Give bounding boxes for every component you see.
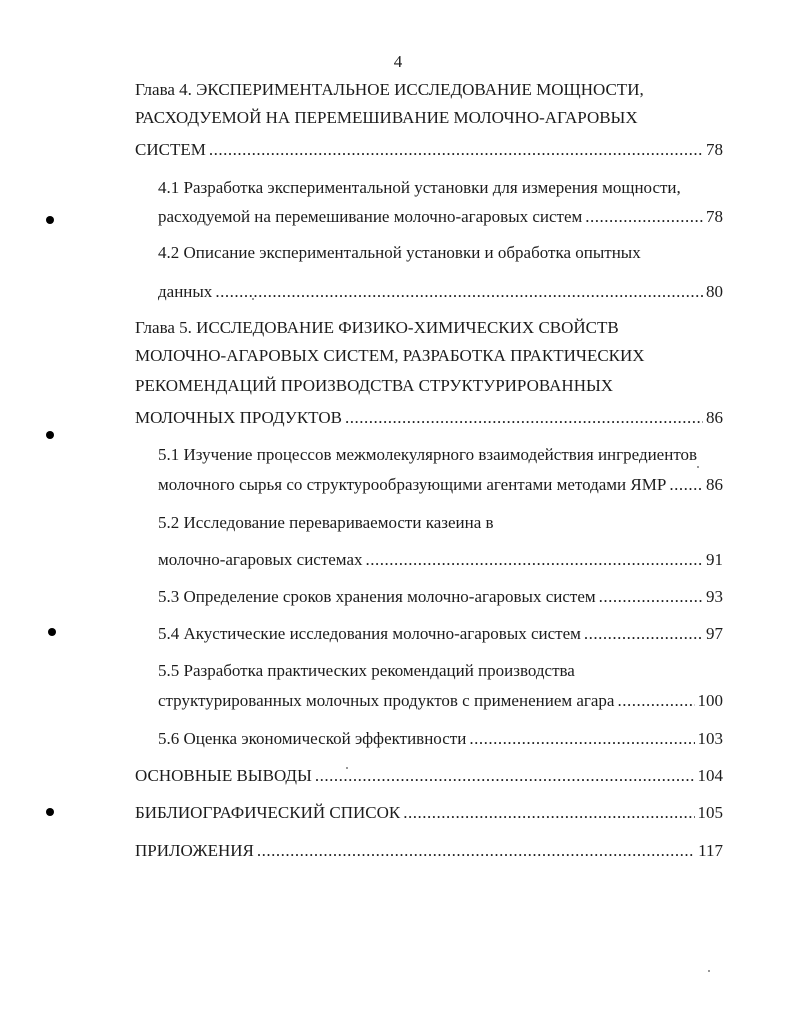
leader-dots	[209, 140, 703, 160]
leader-dots	[345, 408, 703, 428]
toc-page-number: 91	[706, 550, 723, 569]
leader-dots	[617, 691, 694, 711]
page-number: 4	[393, 52, 403, 71]
toc-section-5-3-title: 5.3 Определение сроков хранения молочно-агаровых систем	[158, 587, 596, 606]
punch-hole-mark	[48, 628, 56, 636]
toc-page-number: 86	[706, 408, 723, 427]
toc-section-5-1-line-1: 5.1 Изучение процессов межмолекулярного взаимодействия ингредиентов	[158, 445, 698, 464]
toc-section-4-1-title-end: расходуемой на перемешивание молочно-агаровых систем	[158, 207, 583, 226]
toc-appendices-title: ПРИЛОЖЕНИЯ	[135, 841, 254, 860]
leader-dots	[669, 475, 703, 495]
leader-dots	[469, 729, 694, 749]
toc-section-5-5-entry[interactable]	[158, 691, 723, 711]
punch-hole-mark	[46, 808, 54, 816]
toc-section-4-2-line-1: 4.2 Описание экспериментальной установки и обработка опытных	[158, 243, 641, 262]
scan-speck	[708, 970, 710, 972]
toc-section-4-1-line-1: 4.1 Разработка экспериментальной установки для измерения мощности,	[158, 178, 681, 197]
punch-hole-mark	[46, 431, 54, 439]
toc-section-4-2-entry[interactable]	[158, 282, 723, 302]
toc-page-number: 105	[697, 803, 723, 822]
toc-page-number: 103	[697, 729, 723, 748]
leader-dots	[257, 841, 695, 861]
toc-bibliography-title: БИБЛИОГРАФИЧЕСКИЙ СПИСОК	[135, 803, 401, 822]
toc-chapter-5-line-2: МОЛОЧНО-АГАРОВЫХ СИСТЕМ, РАЗРАБОТКА ПРАКТИЧЕСКИХ	[135, 346, 645, 365]
toc-section-5-1-title-end: молочного сырья со структурообразующими агентами методами ЯМР	[158, 475, 667, 494]
leader-dots	[366, 550, 704, 570]
toc-appendices-entry[interactable]	[135, 841, 723, 861]
toc-page-number: 104	[697, 766, 723, 785]
toc-section-5-2-entry[interactable]	[158, 550, 723, 570]
toc-section-4-2-title-end: данных	[158, 282, 213, 301]
toc-conclusions-title: ОСНОВНЫЕ ВЫВОДЫ	[135, 766, 312, 785]
scan-speck	[252, 298, 254, 300]
toc-page-number: 117	[698, 841, 723, 860]
punch-hole-mark	[46, 216, 54, 224]
toc-page-number: 80	[706, 282, 723, 301]
toc-chapter-5-line-1: Глава 5. ИССЛЕДОВАНИЕ ФИЗИКО-ХИМИЧЕСКИХ СВОЙСТВ	[135, 318, 619, 337]
toc-bibliography-entry[interactable]	[135, 803, 723, 823]
toc-chapter-5-entry[interactable]	[135, 408, 723, 428]
toc-page-number: 78	[706, 140, 723, 159]
leader-dots	[599, 587, 703, 607]
toc-chapter-4-title-end: СИСТЕМ	[135, 140, 206, 159]
leader-dots	[584, 624, 703, 644]
toc-page-number: 100	[697, 691, 723, 710]
toc-chapter-4-entry[interactable]	[135, 140, 723, 160]
toc-chapter-4-line-1: Глава 4. ЭКСПЕРИМЕНТАЛЬНОЕ ИССЛЕДОВАНИЕ МОЩНОСТИ,	[135, 80, 644, 99]
toc-chapter-4-line-2: РАСХОДУЕМОЙ НА ПЕРЕМЕШИВАНИЕ МОЛОЧНО-АГАРОВЫХ	[135, 108, 638, 127]
toc-section-5-6-title: 5.6 Оценка экономической эффективности	[158, 729, 467, 748]
leader-dots	[215, 282, 703, 302]
toc-page-number: 97	[706, 624, 723, 643]
toc-section-5-2-line-1: 5.2 Исследование перевариваемости казеина в	[158, 513, 494, 532]
leader-dots	[403, 803, 694, 823]
toc-page-number: 93	[706, 587, 723, 606]
toc-section-4-1-entry[interactable]	[158, 207, 723, 227]
leader-dots	[585, 207, 703, 227]
toc-section-5-4-title: 5.4 Акустические исследования молочно-агаровых систем	[158, 624, 581, 643]
toc-conclusions-entry[interactable]	[135, 766, 723, 786]
toc-page-number: 78	[706, 207, 723, 226]
toc-section-5-5-title-end: структурированных молочных продуктов с применением агара	[158, 691, 615, 710]
scan-speck	[697, 466, 699, 468]
toc-section-5-3-entry[interactable]	[158, 587, 723, 607]
toc-chapter-5-line-3: РЕКОМЕНДАЦИЙ ПРОИЗВОДСТВА СТРУКТУРИРОВАННЫХ	[135, 376, 614, 395]
toc-chapter-5-title-end: МОЛОЧНЫХ ПРОДУКТОВ	[135, 408, 342, 427]
toc-section-5-4-entry[interactable]	[158, 624, 723, 644]
leader-dots	[315, 766, 695, 786]
toc-section-5-1-entry[interactable]	[158, 475, 723, 495]
toc-section-5-2-title-end: молочно-агаровых системах	[158, 550, 363, 569]
toc-section-5-6-entry[interactable]	[158, 729, 723, 749]
toc-page-number: 86	[706, 475, 723, 494]
scan-speck	[346, 767, 348, 769]
toc-section-5-5-line-1: 5.5 Разработка практических рекомендаций производства	[158, 661, 575, 680]
